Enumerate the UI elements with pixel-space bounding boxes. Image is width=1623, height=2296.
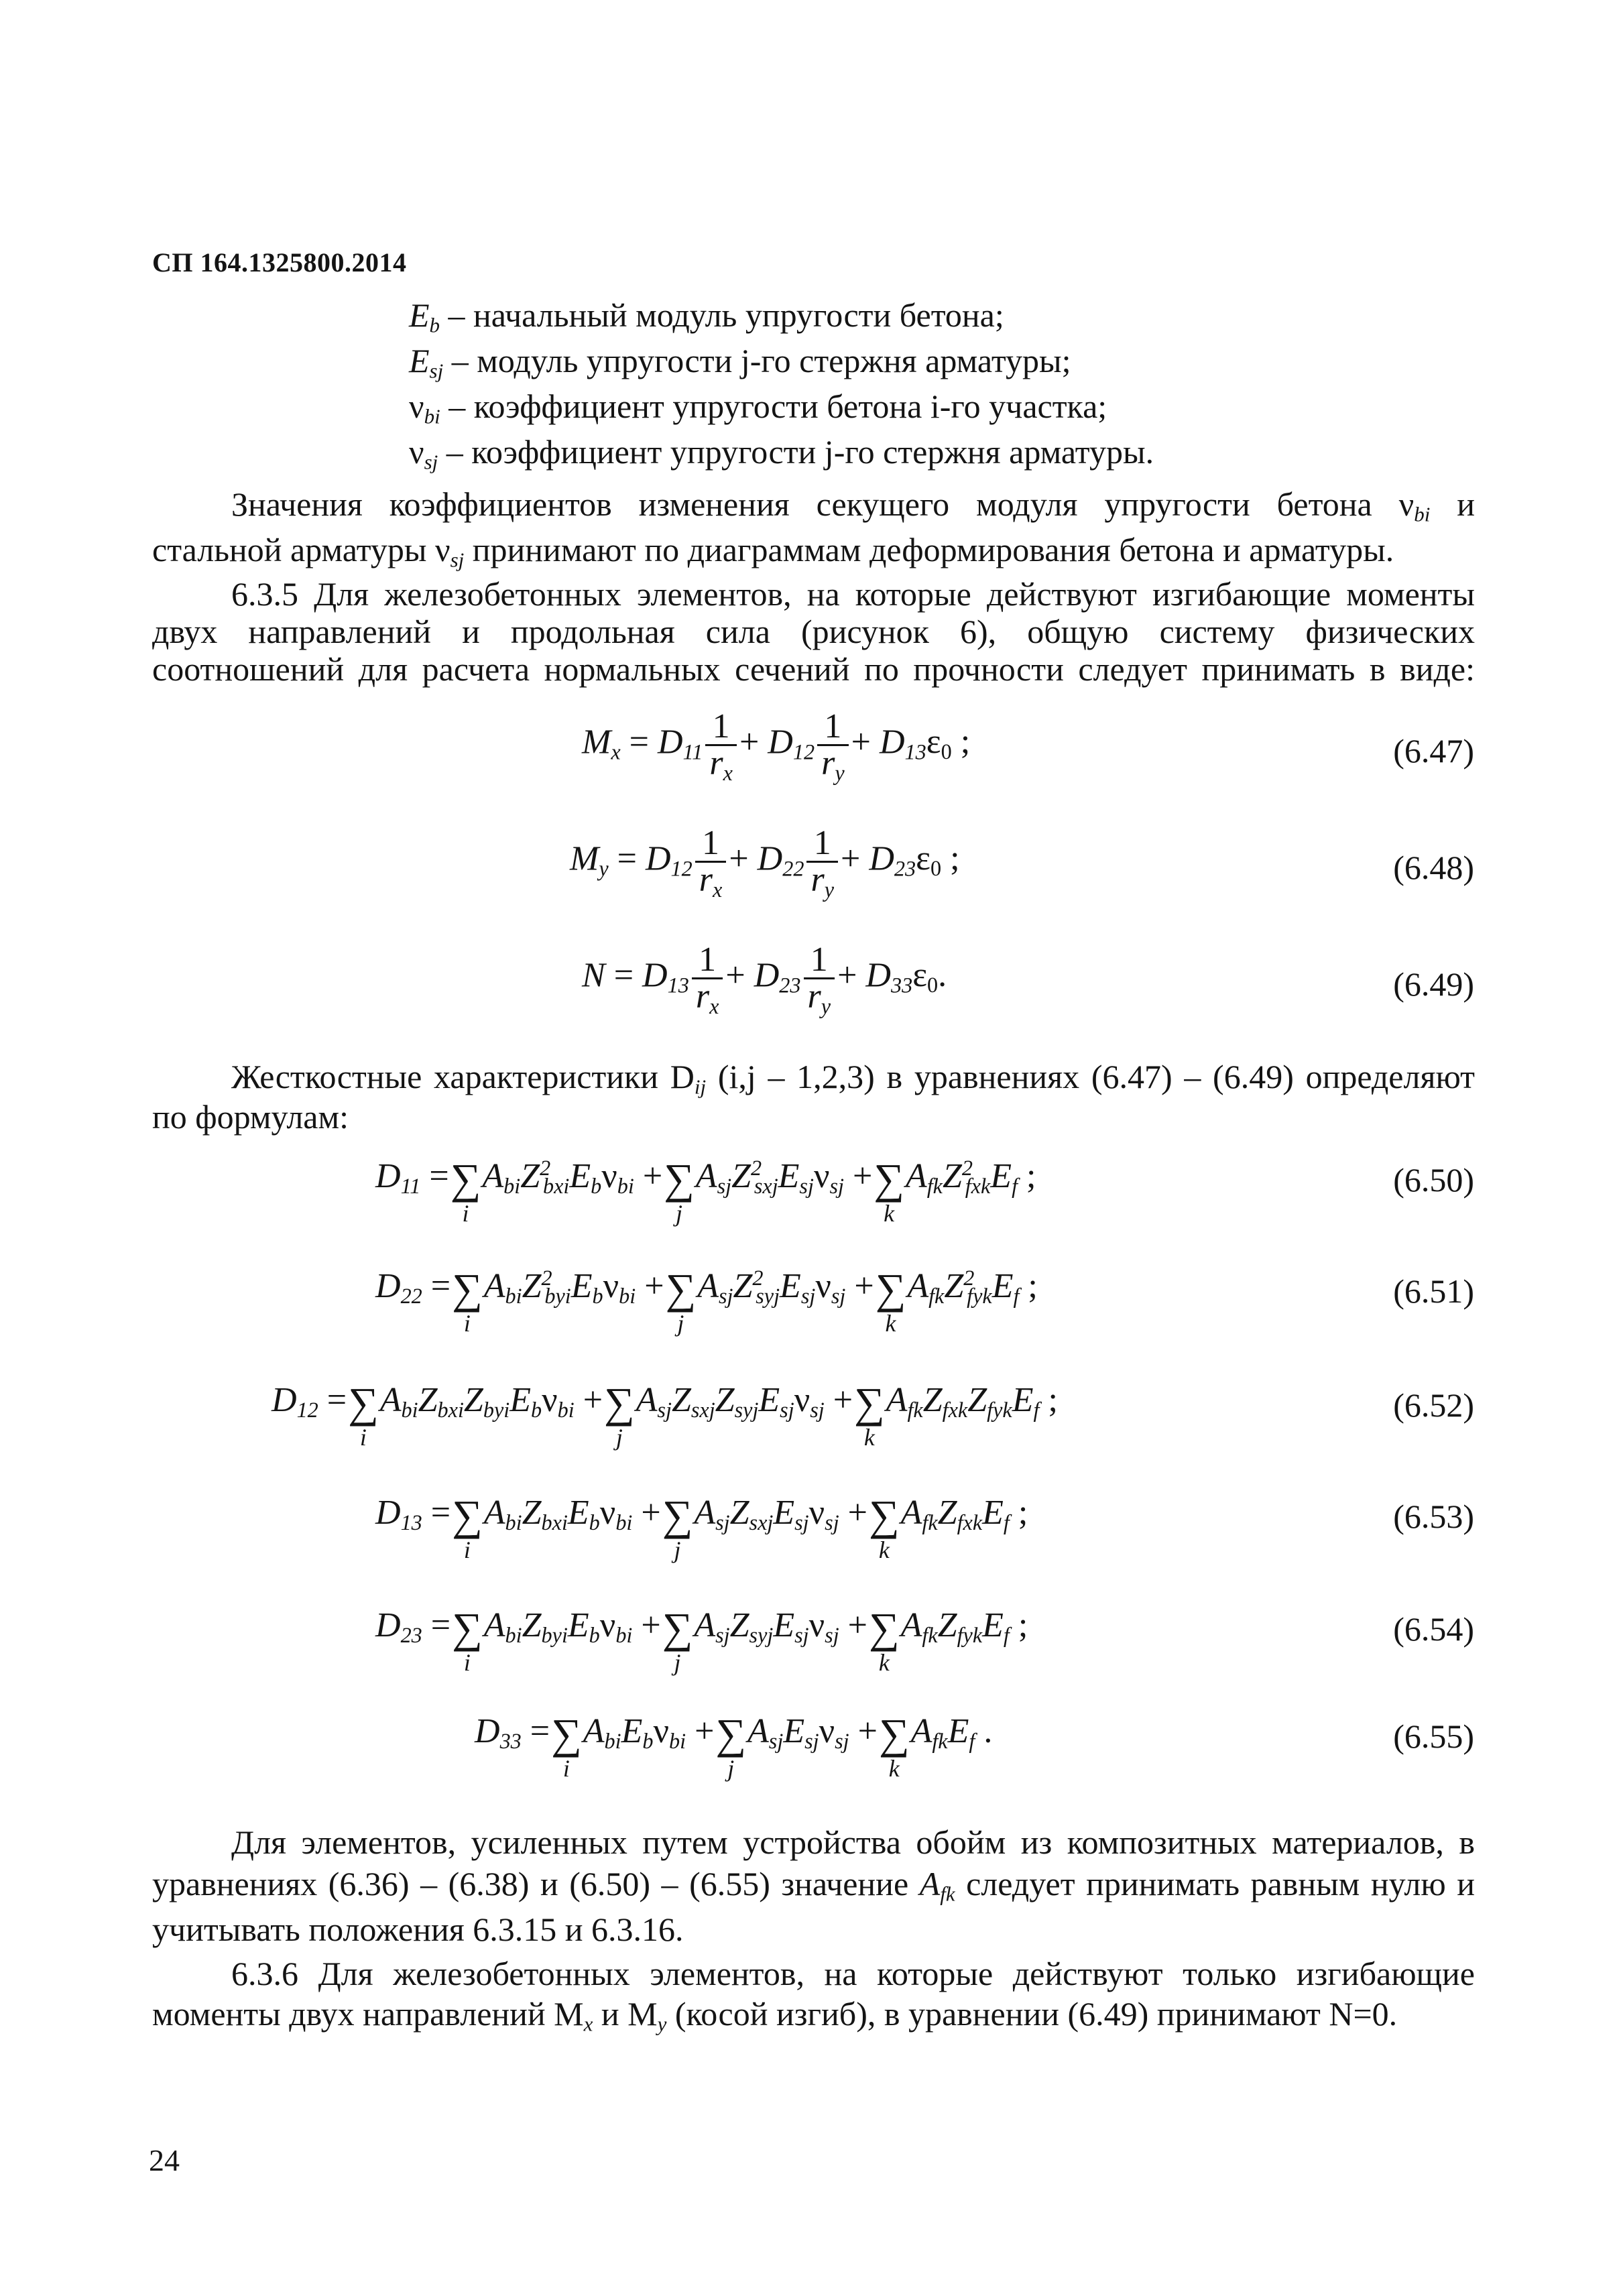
equation-number-6-53: (6.53) xyxy=(1393,1498,1474,1535)
paragraph-stiffness-line2: по формулам: xyxy=(152,1098,349,1136)
formula-6-53: $D_{13}$ = ∑ i $A_{bi}Z_{bxi}E_b\nu_{bi}$ + ∑ j $A_{sj}Z_{sxj}E_{sj}\nu_{sj}$ + ∑ k $A_{fk}Z_{fxk}E_f$ ; xyxy=(375,1492,1028,1563)
paragraph-636-line2: моменты двух направлений $M_x$ и $M_y$ (косой изгиб), в уравнении (6.49) принимают N=0. xyxy=(152,1995,1398,2036)
equation-number-6-55: (6.55) xyxy=(1393,1717,1474,1755)
equation-number-6-48: (6.48) xyxy=(1393,849,1474,886)
formula-6-55: $D_{33}$ = ∑ i $A_{bi}E_b\nu_{bi}$ + ∑ j $A_{sj}E_{sj}\nu_{sj}$ + ∑ k $A_{fk}E_f$ . xyxy=(475,1710,993,1782)
paragraph-composite-line2: уравнениях (6.36) – (6.38) и (6.50) – (6.55) значение $A_{fk}$ следует принимать равным нулю и xyxy=(152,1865,1475,1906)
equation-number-6-50: (6.50) xyxy=(1393,1161,1474,1199)
paragraph-composite-line1: Для элементов, усиленных путем устройства обойм из композитных материалов, в xyxy=(231,1823,1475,1861)
document-header: СП 164.1325800.2014 xyxy=(152,247,407,278)
equation-number-6-51: (6.51) xyxy=(1393,1272,1474,1310)
page-number: 24 xyxy=(149,2143,180,2177)
paragraph-635-line1: 6.3.5 Для железобетонных элементов, на которые действуют изгибающие моменты xyxy=(231,575,1475,613)
paragraph-635-line2: двух направлений и продольная сила (рисунок 6), общую систему физических xyxy=(152,613,1475,650)
paragraph-values-line1: Значения коэффициентов изменения секущего модуля упругости бетона $\nu_{bi}$ и xyxy=(231,485,1475,526)
paragraph-composite-line3: учитывать положения 6.3.15 и 6.3.16. xyxy=(152,1911,684,1948)
formula-6-54: $D_{23}$ = ∑ i $A_{bi}Z_{byi}E_b\nu_{bi}$ + ∑ j $A_{sj}Z_{syj}E_{sj}\nu_{sj}$ + ∑ k $A_{fk}Z_{fyk}E_f$ ; xyxy=(375,1604,1028,1676)
formula-6-51: $D_{22}$ = ∑ i $A_{bi}Z^2_{byi}E_b\nu_{bi}$ + ∑ j $A_{sj}Z^2_{syj}E_{sj}\nu_{sj}$ + ∑ k $A_{fk}Z^2_{fyk}E_f$ ; xyxy=(375,1265,1038,1337)
formula-6-47: $M_x = D_{11}$ $\frac{1}{r_x}$ + $D_{12}$ $\frac{1}{r_y}$ + $D_{13}\varepsilon_0$ ; xyxy=(582,707,971,786)
equation-number-6-52: (6.52) xyxy=(1393,1386,1474,1424)
definition-nusj: $\nu_{sj}$ – коэффициент упругости j-го стержня арматуры. xyxy=(409,433,1154,474)
definition-eb: $E_b$ – начальный модуль упругости бетона; xyxy=(409,296,1004,337)
definition-nubi: $\nu_{bi}$ – коэффициент упругости бетона i-го участка; xyxy=(409,387,1107,428)
paragraph-values-line2: стальной арматуры $\nu_{sj}$ принимают по диаграммам деформирования бетона и арматуры. xyxy=(152,531,1394,572)
definition-esj: $E_{sj}$ – модуль упругости j-го стержня арматуры; xyxy=(409,342,1071,383)
formula-6-50: $D_{11}$ = ∑ i $A_{bi}Z^2_{bxi}E_b\nu_{bi}$ + ∑ j $A_{sj}Z^2_{sxj}E_{sj}\nu_{sj}$ + ∑ k $A_{fk}Z^2_{fxk}E_f$ ; xyxy=(375,1155,1036,1227)
equation-number-6-54: (6.54) xyxy=(1393,1610,1474,1648)
equation-number-6-49: (6.49) xyxy=(1393,965,1474,1003)
formula-6-52: $D_{12}$ = ∑ i $A_{bi}Z_{bxi}Z_{byi}E_b\nu_{bi}$ + ∑ j $A_{sj}Z_{sxj}Z_{syj}E_{sj}\nu_{sj}$ + ∑ k $A_{fk}Z_{fxk}Z_{fyk}E_f$ ; xyxy=(272,1379,1058,1451)
formula-6-49: $N = D_{13}$ $\frac{1}{r_x}$ + $D_{23}$ $\frac{1}{r_y}$ + $D_{33}\varepsilon_0$. xyxy=(582,941,947,1019)
equation-number-6-47: (6.47) xyxy=(1393,732,1474,770)
paragraph-636-line1: 6.3.6 Для железобетонных элементов, на которые действуют только изгибающие xyxy=(231,1955,1475,1992)
paragraph-stiffness-line1: Жесткостные характеристики $D_{ij}$ (i,j – 1,2,3) в уравнениях (6.47) – (6.49) определяют xyxy=(231,1058,1475,1099)
formula-6-48: $M_y = D_{12}$ $\frac{1}{r_x}$ + $D_{22}$ $\frac{1}{r_y}$ + $D_{23}\varepsilon_0$ ; xyxy=(570,824,960,902)
paragraph-635-line3: соотношений для расчета нормальных сечений по прочности следует принимать в виде: xyxy=(152,650,1475,688)
